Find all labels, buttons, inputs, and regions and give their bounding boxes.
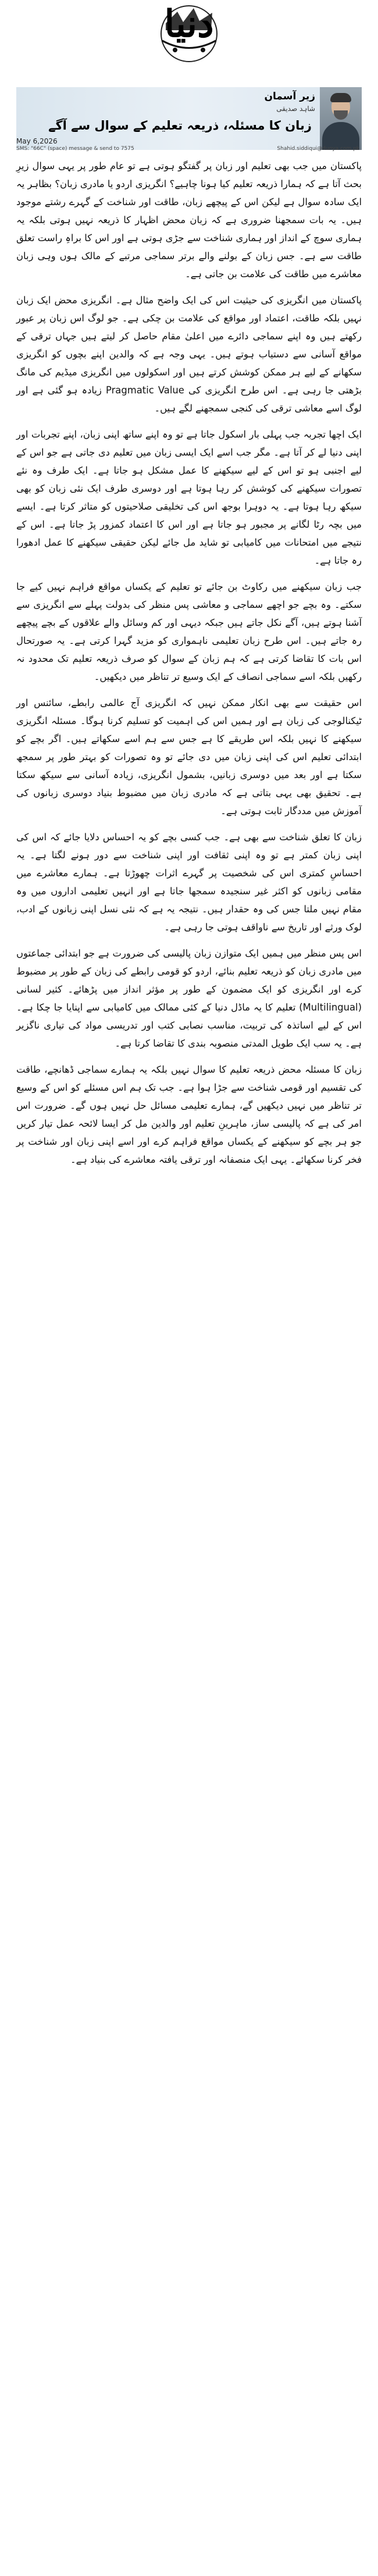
column-title: زیر آسمان <box>264 91 315 102</box>
article-paragraph: زبان کا تعلق شناخت سے بھی ہے۔ جب کسی بچے کو یہ احساس دلایا جائے کہ اس کی اپنی زبان کمتر ہے تو وہ اپنی ثقافت اور اپنی شناخت سے دور ہونے لگتا ہے۔ یہ احساسِ کمتری اس کی شخصیت پر گہرے اثرات چھوڑتا ہے۔ ہمارے معاشرے میں مقامی زبانوں کو اکثر غیر سنجیدہ سمجھا جاتا ہے اور انہیں تعلیمی اداروں میں وہ مقام نہیں ملتا جس کی وہ حقدار ہیں۔ نتیجہ یہ ہے کہ نئی نسل اپنی زبانوں کے ادب، لوک ورثے اور تاریخ سے ناواقف ہوتی جا رہی ہے۔ <box>16 832 362 933</box>
masthead <box>0 0 378 87</box>
author-name: شاہد صدیقی <box>276 105 315 113</box>
newspaper-logo <box>142 0 236 70</box>
author-photo <box>320 87 362 150</box>
article-paragraph: زبان کا مسئلہ محض ذریعہ تعلیم کا سوال نہیں بلکہ یہ ہمارے سماجی ڈھانچے، طاقت کی تقسیم اور قومی شناخت سے جڑا ہوا ہے۔ جب تک ہم اس مسئلے کو اس کے وسیع تر تناظر میں نہیں دیکھیں گے، ہمارے تعلیمی مسائل حل نہیں ہوں گے۔ ضرورت اس امر کی ہے کہ پالیسی ساز، ماہرینِ تعلیم اور والدین مل کر ایسا لائحہ عمل تیار کریں جو ہر بچے کو سیکھنے کے یکساں مواقع فراہم کرے اور اسے اپنی زبان اور شناخت پر فخر کرنا سکھائے۔ یہی ایک منصفانہ اور ترقی یافتہ معاشرے کی بنیاد ہے۔ <box>16 1064 362 1165</box>
article-paragraph: پاکستان میں انگریزی کی حیثیت اس کی ایک واضح مثال ہے۔ انگریزی محض ایک زبان نہیں بلکہ طاقت، اعتماد اور مواقع کی علامت بن چکی ہے۔ جو لوگ اس زبان پر عبور رکھتے ہیں وہ اپنے سماجی دائرے میں اعلیٰ مقام حاصل کر لیتے ہیں جہاں ترقی کے مواقع آسانی سے دستیاب ہوتے ہیں۔ یہی وجہ ہے کہ والدین اپنے بچوں کو انگریزی سکھانے کے لیے ہر ممکن کوشش کرتے ہیں اور اسکولوں میں انگریزی میڈیم کی مانگ بڑھتی جا رہی ہے۔ اس طرح انگریزی کی Pragmatic Value زیادہ ہو گئی ہے اور لوگ اسے معاشی ترقی کی کنجی سمجھنے لگے ہیں۔ <box>16 295 362 414</box>
article-paragraph: جب زبان سیکھنے میں رکاوٹ بن جائے تو تعلیم کے یکساں مواقع فراہم نہیں کیے جا سکتے۔ وہ بچے جو اچھے سماجی و معاشی پس منظر کی بدولت پہلے سے انگریزی سے آشنا ہوتے ہیں، آگے نکل جاتے ہیں جبکہ دیہی اور کم وسائل والے علاقوں کے بچے پیچھے رہ جاتے ہیں۔ اس طرح زبان تعلیمی ناہمواری کو مزید گہرا کرتی ہے۔ یہ صورتحال اس بات کا تقاضا کرتی ہے کہ ہم زبان کے سوال کو صرف ذریعہ تعلیم تک محدود نہ رکھیں بلکہ اسے سماجی انصاف کے ایک وسیع تر تناظر میں دیکھیں۔ <box>16 581 362 682</box>
article-headline: زبان کا مسئلہ، ذریعہ تعلیم کے سوال سے آگے <box>48 119 312 132</box>
author-email: Shahid.siddiqui@dunya.com.pk <box>277 146 359 152</box>
article-paragraph: ایک اچھا تجربہ جب پہلی بار اسکول جاتا ہے تو وہ اپنے ساتھ اپنی زبان، اپنے تجربات اور اپنی دنیا لے کر آتا ہے۔ مگر جب اسے ایک ایسی زبان میں تعلیم دی جاتی ہے جو اس کے لیے اجنبی ہو تو اس کے لیے سیکھنے کا عمل مشکل ہو جاتا ہے۔ ایک طرف وہ نئے تصورات سیکھنے کی کوشش کر رہا ہوتا ہے اور دوسری طرف ایک نئی زبان کو بھی سیکھ رہا ہوتا ہے۔ یہ دوہرا بوجھ اس کی تخلیقی صلاحیتوں کو متاثر کرتا ہے۔ ایسے میں بچہ رٹا لگانے پر مجبور ہو جاتا ہے اور اس کا اعتماد کمزور پڑ جاتا ہے۔ اس کے نتیجے میں امتحانات میں کامیابی تو شاید مل جائے لیکن حقیقی سیکھنے کا عمل ادھورا رہ جاتا ہے۔ <box>16 429 362 566</box>
publish-date: May 6,2026 <box>16 137 58 145</box>
column-header <box>16 87 362 150</box>
article-paragraph: اس پس منظر میں ہمیں ایک متوازن زبان پالیسی کی ضرورت ہے جو ابتدائی جماعتوں میں مادری زبان کو ذریعہ تعلیم بنائے، اردو کو قومی رابطے کی زبان کے طور پر مضبوط کرے اور انگریزی کو ایک مضمون کے طور پر مؤثر انداز میں پڑھائے۔ کثیر لسانی (Multilingual) تعلیم کا یہ ماڈل دنیا کے کئی ممالک میں کامیابی سے اپنایا جا چکا ہے۔ اس کے لیے اساتذہ کی تربیت، مناسب نصابی کتب اور تدریسی مواد کی تیاری ناگزیر ہے۔ یہ سب ایک طویل المدتی منصوبہ بندی کا تقاضا کرتا ہے۔ <box>16 948 362 1049</box>
article-paragraph: پاکستان میں جب بھی تعلیم اور زبان پر گفتگو ہوتی ہے تو عام طور پر یہی سوال زیرِ بحث آتا ہے کہ ہمارا ذریعہ تعلیم کیا ہونا چاہیے؟ انگریزی اردو یا مادری زبان؟ بظاہر یہ ایک سادہ سوال ہے لیکن اس کے پیچھے زبان، طاقت اور شناخت کے گہرے رشتے موجود ہیں۔ یہ بات سمجھنا ضروری ہے کہ زبان محض اظہار کا ذریعہ نہیں ہوتی بلکہ یہ ہماری سوچ کے انداز اور ہماری شناخت سے جڑی ہوتی ہے اور اس کا براہِ راست تعلق طاقت سے ہے۔ جس زبان کے بولنے والے برتر سماجی مرتبے کے مالک ہوں وہی زبان معاشرے میں طاقت کی علامت بن جاتی ہے۔ <box>16 160 362 280</box>
article-body <box>16 157 362 1169</box>
logo-text: دنیا <box>164 2 214 46</box>
article-paragraph: اس حقیقت سے بھی انکار ممکن نہیں کہ انگریزی آج عالمی رابطے، سائنس اور ٹیکنالوجی کی زبان ہے اور ہمیں اس کی اہمیت کو تسلیم کرنا ہوگا۔ مسئلہ انگریزی سیکھنے کا نہیں بلکہ اس طریقے کا ہے جس سے ہم اسے سکھاتے ہیں۔ اگر بچے کو ابتدائی تعلیم اس کی اپنی زبان میں دی جائے تو وہ تصورات کو بہتر طور پر سمجھ سکتا ہے اور بعد میں دوسری زبانیں، بشمول انگریزی، زیادہ آسانی سے سیکھ سکتا ہے۔ تحقیق بھی یہی بتاتی ہے کہ مادری زبان میں مضبوط بنیاد دوسری زبانوں کی آموزش میں مددگار ثابت ہوتی ہے۔ <box>16 697 362 816</box>
sms-note: SMS: "66C" (space) message & send to 7575 <box>16 146 134 152</box>
